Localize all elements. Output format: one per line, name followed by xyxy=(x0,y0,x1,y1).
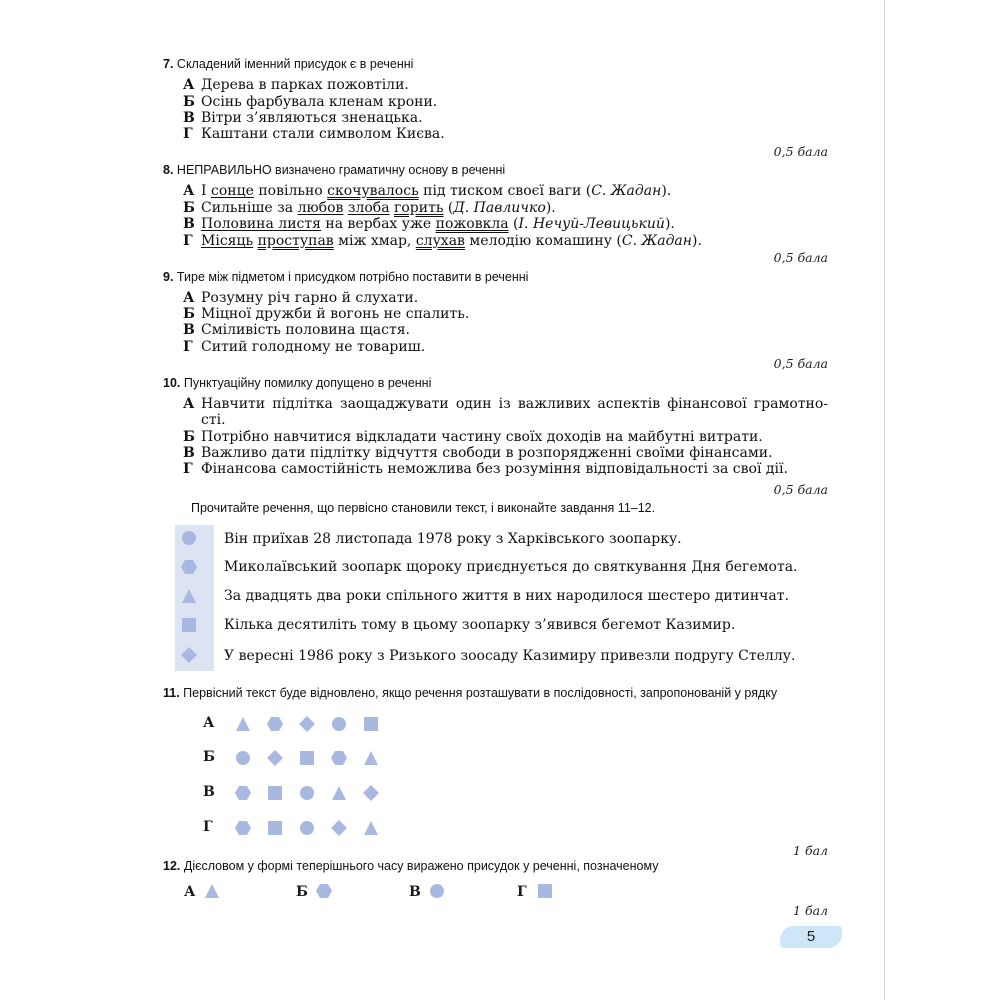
triangle-icon xyxy=(331,785,347,801)
q10-score: 0,5 бала xyxy=(773,482,828,497)
q7-option-c[interactable]: В Вітри з’являються зненацька. xyxy=(183,110,423,126)
diamond-icon xyxy=(181,647,197,663)
circle-icon xyxy=(181,530,197,546)
circle-icon xyxy=(429,883,445,899)
text-instruction: Прочитайте речення, що первісно становили текст, і виконайте завдання 11–12. xyxy=(191,501,656,515)
square-icon xyxy=(363,716,379,732)
q10-option-a[interactable]: А Навчити підлітка заощаджувати один із важливих аспектів фінансової грамотно- xyxy=(183,396,828,412)
hexagon-icon xyxy=(316,883,332,899)
hexagon-icon xyxy=(181,559,197,575)
question-8-prompt: 8. НЕПРАВИЛЬНО визначено граматичну основу в реченні xyxy=(163,163,506,177)
square-icon xyxy=(537,883,553,899)
q10-option-c[interactable]: В Важливо дати підлітку відчуття свободи в розпорядженні своїми фінансами. xyxy=(183,445,773,461)
q9-option-a[interactable]: А Розумну річ гарно й слухати. xyxy=(183,290,419,306)
q12-score: 1 бал xyxy=(793,903,828,918)
circle-icon xyxy=(299,820,315,836)
q10-option-d[interactable]: Г Фінансова самостійність неможлива без розуміння відповідальності за свої дії. xyxy=(183,461,788,477)
q9-option-b[interactable]: Б Міцної дружби й вогонь не спалить. xyxy=(183,306,470,322)
q12-answer-letter[interactable]: А xyxy=(184,884,196,900)
q8-option-b[interactable]: Б Сильніше за любов злоба горить (Д. Павличко). xyxy=(183,200,556,216)
q7-option-d[interactable]: Г Каштани стали символом Києва. xyxy=(183,126,445,142)
triangle-icon xyxy=(235,716,251,732)
triangle-icon xyxy=(181,588,197,604)
square-icon xyxy=(299,750,315,766)
q11-score: 1 бал xyxy=(793,843,828,858)
q9-score: 0,5 бала xyxy=(773,356,828,371)
q10-option-a-continuation: сті. xyxy=(201,412,226,428)
square-icon xyxy=(267,785,283,801)
sentence-circle: Він приїхав 28 листопада 1978 року з Харківського зоопарку. xyxy=(224,531,682,547)
hexagon-icon xyxy=(267,716,283,732)
question-9-prompt: 9. Тире між підметом і присудком потрібно поставити в реченні xyxy=(163,270,529,284)
diamond-icon xyxy=(267,750,283,766)
q10-option-b[interactable]: Б Потрібно навчитися відкладати частину своїх доходів на майбутні витрати. xyxy=(183,429,763,445)
diamond-icon xyxy=(331,820,347,836)
circle-icon xyxy=(331,716,347,732)
sentence-diamond: У вересні 1986 року з Ризького зоосаду Казимиру привезли подругу Стеллу. xyxy=(224,648,796,664)
square-icon xyxy=(181,617,197,633)
q11-row-letter[interactable]: А xyxy=(203,715,215,731)
hexagon-icon xyxy=(235,820,251,836)
diamond-icon xyxy=(299,716,315,732)
triangle-icon xyxy=(363,750,379,766)
q11-row-letter[interactable]: Б xyxy=(203,749,215,765)
hexagon-icon xyxy=(235,785,251,801)
question-10-prompt: 10. Пунктуаційну помилку допущено в реченні xyxy=(163,376,432,390)
question-11-prompt: 11. Первісний текст буде відновлено, якщо речення розташувати в послідовності, запропонованій у рядку xyxy=(163,686,778,700)
q11-row-letter[interactable]: Г xyxy=(203,819,213,835)
q9-option-c[interactable]: В Сміливість половина щастя. xyxy=(183,322,410,338)
circle-icon xyxy=(299,785,315,801)
q12-answer-letter[interactable]: Г xyxy=(517,884,527,900)
q11-row-letter[interactable]: В xyxy=(203,784,215,800)
q8-score: 0,5 бала xyxy=(773,250,828,265)
q7-score: 0,5 бала xyxy=(773,144,828,159)
q8-option-d[interactable]: Г Місяць проступав між хмар, слухав мелодію комашину (С. Жадан). xyxy=(183,233,702,249)
sentence-triangle: За двадцять два роки спільного життя в них народилося шестеро дитинчат. xyxy=(224,588,789,604)
q12-answer-letter[interactable]: Б xyxy=(296,884,308,900)
q7-option-b[interactable]: Б Осінь фарбувала кленам крони. xyxy=(183,94,438,110)
question-7-prompt: 7. Складений іменний присудок є в реченні xyxy=(163,57,414,71)
q7-option-a[interactable]: А Дерева в парках пожовтіли. xyxy=(183,77,409,93)
q9-option-d[interactable]: Г Ситий голодному не товариш. xyxy=(183,339,426,355)
q8-option-a[interactable]: А І сонце повільно скочувалось під тиском своєї ваги (С. Жадан). xyxy=(183,183,672,199)
diamond-icon xyxy=(363,785,379,801)
circle-icon xyxy=(235,750,251,766)
page-number: 5 xyxy=(780,926,842,948)
hexagon-icon xyxy=(331,750,347,766)
triangle-icon xyxy=(204,883,220,899)
q8-option-c[interactable]: В Половина листя на вербах уже пожовкла (І. Нечуй-Левицький). xyxy=(183,216,675,232)
q12-answer-letter[interactable]: В xyxy=(409,884,421,900)
square-icon xyxy=(267,820,283,836)
sentence-square: Кілька десятиліть тому в цьому зоопарку з’явився бегемот Казимир. xyxy=(224,617,736,633)
triangle-icon xyxy=(363,820,379,836)
question-12-prompt: 12. Дієсловом у формі теперішнього часу виражено присудок у реченні, позначеному xyxy=(163,859,659,873)
page-edge-divider xyxy=(884,0,885,1000)
sentence-hexagon: Миколаївський зоопарк щороку приєднується до святкування Дня бегемота. xyxy=(224,559,798,575)
